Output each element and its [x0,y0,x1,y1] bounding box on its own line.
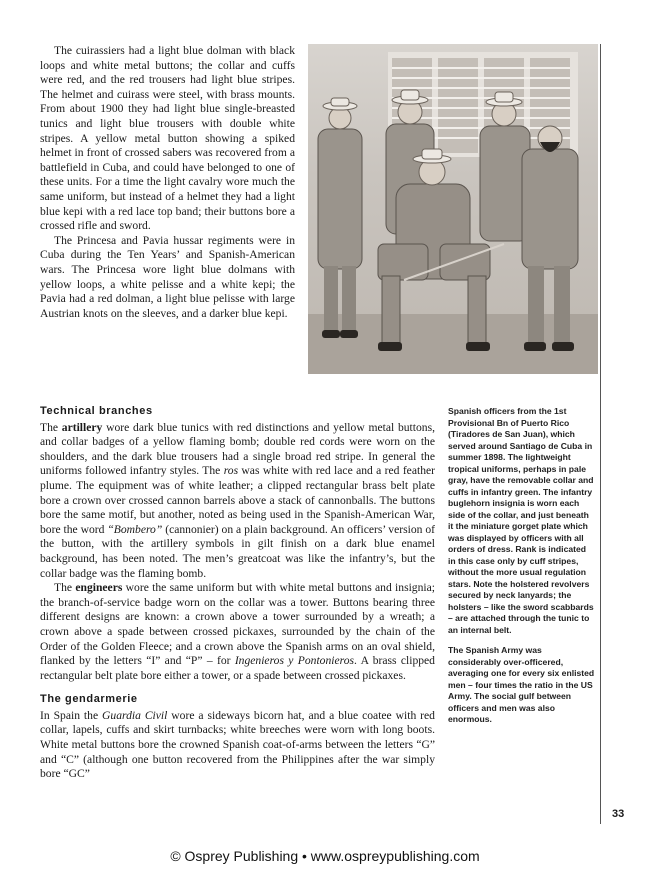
paragraph-hussars: The Princesa and Pavia hussar regiments were in Cuba during the Ten Years’ and Spanish-American wars. The Princesa wore light blue dolmans with yellow loops, a white pelisse and a white kepi; the Pavia had a red dolman, a light blue pelisse with large Austrian knots on the sleeves, and a darker blue kepi. [40,233,295,320]
paragraph-gendarmerie: In Spain the Guardia Civil wore a sideways bicorn hat, and a blue coatee with red collar, lapels, cuffs and skirt turnbacks; white breeches were worn with long boots. White metal buttons bore the crowned Spanish coat-of-arms between the letters “G” and “C” (although one button recovered from the Philippines after the war simply bore “GC” [40,708,435,781]
paragraph-artillery: The artillery wore dark blue tunics with red distinctions and yellow metal buttons, and collar badges of a yellow flaming bomb; double red cords were worn on the shoulders, and the dark blue trousers had a single broad red stripe. In general the uniforms followed infantry styles. The ros was white with red lace and a red feather plume. The equipment was of white leather; a clipped rectangular brass belt plate bore a crown over crossed cannon barrels above a stack of cannonballs. The buttons bore the same motif, but another, noted as being used in the Spanish-American War, bore the word “Bombero” (cannonier) on a plain background. An officers’ version of the button, with the artillery symbols in gilt finish on a dark blue enamel background, has been noted. The men’s greatcoat was like the infantry’s, but the collar badge was the flaming bomb. [40,420,436,580]
publisher-footer: © Osprey Publishing • www.ospreypublishing.com [170,848,480,864]
term-engineers: engineers [75,581,123,595]
term-artillery: artillery [61,420,103,434]
heading-gendarmerie: The gendarmerie [40,693,138,706]
sidebar-divider [600,44,601,824]
photo-caption [448,406,596,735]
officers-photograph-drawing [308,44,598,374]
paragraph-engineers: The engineers wore the same uniform but with white metal buttons and insignia; the branch-of-service badge worn on the collar was a tower. Buttons bearing three different designs are known: a crown above a tower surrounded by a wreath; a crown above a spade between crossed pickaxes, surrounded by the chain of the Order of the Golden Fleece; and a crown above the Spanish arms on an oval shield, flanked by the letters “I” and “P” – for Ingenieros y Pontonieros. A brass clipped rectangular belt plate bore either a tower, or a spade between crossed pickaxes. [40,581,435,682]
caption-paragraph-army: The Spanish Army was considerably over-officered, averaging one for every six enlisted men – four times the ratio in the US Army. The social gulf between officers and men was also enormous. [448,645,595,724]
paragraph-cuirassiers: The cuirassiers had a light blue dolman with black loops and white metal buttons; the collar and cuffs were red, and the red trousers had light blue stripes. The helmet and cuirass were steel, with brass mounts. From about 1900 they had light blue single-breasted tunics and light blue trousers with double white stripes. A yellow metal button showing a spiked helmet in front of crossed sabers was recovered from a battlefield in Cuba, and could have belonged to one of these units. For a time the light cavalry wore much the same uniform, but instead of a helmet they had a light blue kepi with a red lace top band; their buttons bore a crossed rifle and sword. [40,44,295,233]
page-number: 33 [612,808,625,820]
top-text-column [40,44,295,321]
caption-paragraph-officers: Spanish officers from the 1st Provisional Bn of Puerto Rico (Tiradores de San Juan), which served around Santiago de Cuba in summer 1898. The lightweight tropical uniforms, perhaps in pale gray, have the removable collar and cuffs in infantry green. The infantry buglehorn insignia is worn each side of the collar, and just beneath it the miniature gorget plate which was displayed by officers with all orders of dress. Rank is indicated in this case only by cuff stripes, without the more usual regulation stars. Note the holstered revolvers secured by neck lanyards; the holsters – like the sword scabbards – are attached through the tunic to an internal belt. [448,406,594,635]
officers-photograph [308,44,598,374]
main-text-column [40,404,435,782]
heading-technical-branches: Technical branches [40,405,153,417]
